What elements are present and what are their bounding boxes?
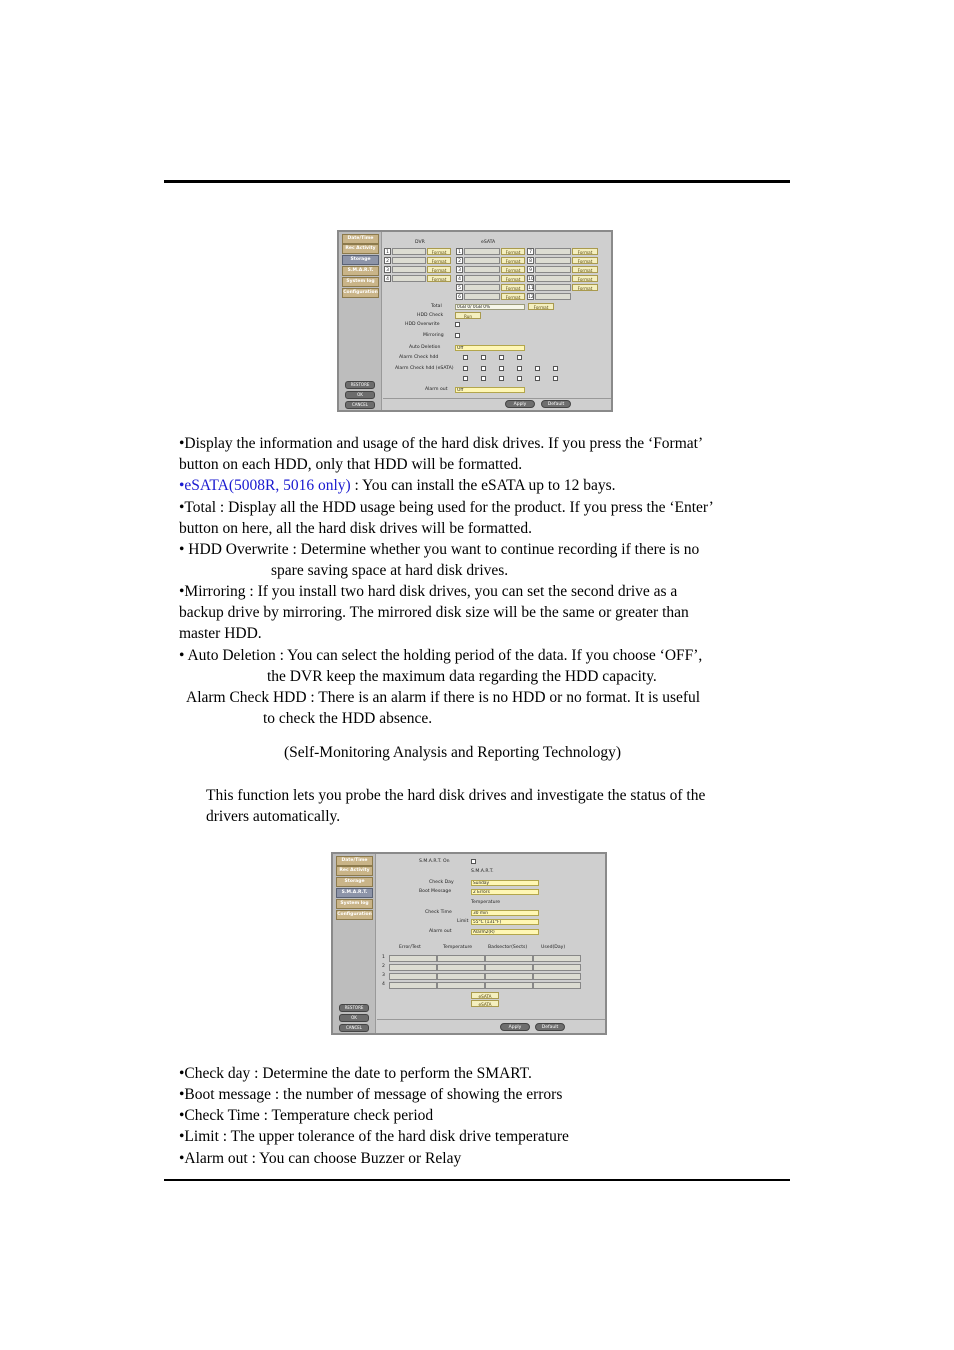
auto-deletion-label: Auto Deletion bbox=[409, 345, 441, 350]
esata-bay-info bbox=[535, 257, 571, 264]
esata-bay-info bbox=[535, 284, 571, 291]
paragraph-mirroring-end: master HDD. bbox=[179, 625, 262, 642]
dvr-format-button[interactable]: Format bbox=[427, 257, 451, 264]
mirroring-checkbox[interactable] bbox=[455, 333, 460, 338]
smart-cell bbox=[437, 955, 485, 962]
check-time-label: Check Time bbox=[425, 910, 452, 915]
paragraph-auto-deletion-cont: the DVR keep the maximum data regarding the HDD capacity. bbox=[267, 668, 657, 685]
temperature-heading: Temperature bbox=[471, 900, 501, 905]
check-time-select[interactable]: 30 min bbox=[471, 910, 539, 916]
dvr-hdd-number: 4 bbox=[384, 275, 391, 282]
smart-setup-screenshot bbox=[331, 852, 607, 1035]
nav-configuration[interactable]: Configuration bbox=[342, 288, 379, 298]
hdd-check-run-button[interactable]: Run bbox=[455, 312, 481, 319]
alarm-check-esata-checkbox[interactable] bbox=[499, 366, 504, 371]
esata-bay-number: 4 bbox=[456, 275, 463, 282]
hdd-check-label: HDD Check bbox=[417, 313, 444, 318]
default-button[interactable]: Default bbox=[535, 1023, 565, 1031]
alarm-out-select[interactable]: Off bbox=[455, 387, 525, 393]
esata-format-button[interactable]: Format bbox=[572, 248, 598, 255]
header-rule bbox=[164, 180, 790, 183]
alarm-check-esata-checkbox[interactable] bbox=[535, 366, 540, 371]
esata-bay-number: 8 bbox=[527, 257, 534, 264]
default-button[interactable]: Default bbox=[541, 400, 571, 408]
alarm-out-label: Alarm out bbox=[425, 387, 448, 392]
dvr-hdd-info bbox=[392, 248, 426, 255]
dvr-format-button[interactable]: Format bbox=[427, 266, 451, 273]
storage-setup-screenshot bbox=[337, 230, 613, 412]
alarm-check-esata-checkbox[interactable] bbox=[553, 376, 558, 381]
esata-bay-info bbox=[464, 257, 500, 264]
apply-button[interactable]: Apply bbox=[500, 1023, 530, 1031]
alarm-check-hdd-label: Alarm Check hdd bbox=[399, 355, 439, 360]
smart-cell bbox=[437, 973, 485, 980]
total-format-button[interactable]: Format bbox=[528, 303, 554, 310]
row-number: 4 bbox=[382, 982, 385, 987]
dvr-hdd-info bbox=[392, 275, 426, 282]
esata-format-button[interactable]: Format bbox=[572, 275, 598, 282]
mirroring-label: Mirroring bbox=[423, 333, 444, 338]
row-number: 3 bbox=[382, 973, 385, 978]
alarm-out-select[interactable]: Alarm2(R) bbox=[471, 929, 539, 935]
bullet-alarm-out: •Alarm out : You can choose Buzzer or Relay bbox=[179, 1150, 462, 1167]
boot-message-label: Boot Message bbox=[419, 889, 452, 894]
nav-configuration[interactable]: Configuration bbox=[336, 910, 373, 920]
alarm-check-esata-checkbox[interactable] bbox=[517, 366, 522, 371]
esata-format-button[interactable]: Format bbox=[572, 257, 598, 264]
esata-format-button[interactable]: Format bbox=[572, 284, 598, 291]
esata-bay-info bbox=[464, 275, 500, 282]
boot-message-select[interactable]: 2 Errors bbox=[471, 889, 539, 895]
nav-smart[interactable]: S.M.A.R.T. bbox=[342, 266, 379, 276]
smart-cell bbox=[389, 964, 437, 971]
row-number: 2 bbox=[382, 964, 385, 969]
esata-bay-info bbox=[464, 284, 500, 291]
nav-date-time[interactable]: Date/Time bbox=[342, 234, 379, 244]
smart-cell bbox=[389, 982, 437, 989]
smart-on-label: S.M.A.R.T. On bbox=[419, 859, 450, 864]
alarm-check-checkbox[interactable] bbox=[463, 355, 468, 360]
esata-bay-number: 10 bbox=[528, 277, 534, 282]
nav-rec-activity[interactable]: Rec Activity bbox=[336, 866, 373, 876]
smart-on-checkbox[interactable] bbox=[471, 859, 476, 864]
esata-bay-info bbox=[535, 293, 571, 300]
esata-bay-number: 5 bbox=[456, 284, 463, 291]
ok-button[interactable]: OK bbox=[345, 391, 375, 399]
esata-bay-number: 3 bbox=[456, 266, 463, 273]
limit-select[interactable]: 55°C (131°F) bbox=[471, 919, 539, 925]
alarm-check-esata-label: Alarm Check hdd (eSATA) bbox=[395, 366, 454, 371]
limit-label: Limit bbox=[457, 919, 469, 924]
divider bbox=[377, 1019, 605, 1020]
bullet-boot-message: •Boot message : the number of message of showing the errors bbox=[179, 1086, 563, 1103]
alarm-check-checkbox[interactable] bbox=[481, 355, 486, 360]
cancel-button[interactable]: CANCEL bbox=[339, 1024, 369, 1032]
smart-cell bbox=[437, 964, 485, 971]
esata-bay-number: 11 bbox=[528, 286, 534, 291]
total-value: 0GB 0/ 0GB 0% bbox=[455, 304, 525, 310]
esata-model-link: •eSATA(5008R, 5016 only) bbox=[179, 477, 351, 494]
dvr-column-header: DVR bbox=[415, 240, 425, 245]
dvr-format-button[interactable]: Format bbox=[427, 248, 451, 255]
esata-format-button[interactable]: Format bbox=[572, 266, 598, 273]
header-temperature: Temperature bbox=[443, 945, 473, 950]
esata-bay-info bbox=[535, 266, 571, 273]
dvr-hdd-info bbox=[392, 257, 426, 264]
paragraph-hdd-overwrite-cont: spare saving space at hard disk drives. bbox=[271, 562, 509, 579]
esata-description: : You can install the eSATA up to 12 bays. bbox=[350, 477, 616, 494]
bullet-check-day: •Check day : Determine the date to perform the SMART. bbox=[179, 1065, 532, 1082]
restore-button[interactable]: RESTORE bbox=[339, 1004, 369, 1012]
esata-bay-number: 6 bbox=[456, 293, 463, 300]
nav-storage[interactable]: Storage bbox=[336, 877, 373, 887]
smart-cell bbox=[485, 973, 533, 980]
alarm-check-esata-checkbox[interactable] bbox=[481, 366, 486, 371]
alarm-check-checkbox[interactable] bbox=[499, 355, 504, 360]
footer-rule bbox=[164, 1179, 790, 1181]
paragraph-esata bbox=[179, 475, 616, 496]
smart-heading: S.M.A.R.T. bbox=[471, 869, 494, 874]
check-day-select[interactable]: Sunday bbox=[471, 880, 539, 886]
esata-format-button[interactable]: Format bbox=[501, 275, 525, 282]
smart-cell bbox=[533, 964, 581, 971]
dvr-hdd-number: 1 bbox=[384, 248, 391, 255]
bullet-limit: •Limit : The upper tolerance of the hard disk drive temperature bbox=[179, 1128, 569, 1145]
header-used-day: Used(Day) bbox=[541, 945, 566, 950]
esata-bay-info bbox=[464, 293, 500, 300]
dvr-hdd-info bbox=[392, 266, 426, 273]
check-day-label: Check Day bbox=[429, 880, 454, 885]
smart-cell bbox=[485, 955, 533, 962]
nav-system-log[interactable]: System log bbox=[336, 899, 373, 909]
esata-bay-number: 2 bbox=[456, 257, 463, 264]
dvr-hdd-number: 3 bbox=[384, 266, 391, 273]
total-label: Total bbox=[431, 304, 442, 309]
smart-description-cont: drivers automatically. bbox=[206, 808, 341, 825]
esata-bay-number: 1 bbox=[456, 248, 463, 255]
nav-system-log[interactable]: System log bbox=[342, 277, 379, 287]
nav-date-time[interactable]: Date/Time bbox=[336, 856, 373, 866]
alarm-out-label: Alarm out bbox=[429, 929, 452, 934]
header-badsector: Badsector(Sects) bbox=[488, 945, 528, 950]
esata-button[interactable]: eSATA bbox=[471, 992, 499, 999]
ok-button[interactable]: OK bbox=[339, 1014, 369, 1022]
smart-cell bbox=[389, 973, 437, 980]
smart-cell bbox=[437, 982, 485, 989]
auto-deletion-select[interactable]: Off bbox=[455, 345, 525, 351]
header-error-test: Error/Test bbox=[399, 945, 421, 950]
alarm-check-checkbox[interactable] bbox=[517, 355, 522, 360]
paragraph-total-cont: button on here, all the hard disk drives will be formatted. bbox=[179, 520, 532, 537]
paragraph-alarm-check: Alarm Check HDD : There is an alarm if there is no HDD or no format. It is useful bbox=[186, 689, 701, 706]
paragraph-auto-deletion: • Auto Deletion : You can select the holding period of the data. If you choose ‘OFF’, bbox=[179, 647, 703, 664]
paragraph-mirroring-cont: backup drive by mirroring. The mirrored disk size will be the same or greater than bbox=[179, 604, 689, 621]
paragraph-display-info: •Display the information and usage of the hard disk drives. If you press the ‘Format’ bbox=[179, 435, 704, 452]
bullet-check-time: •Check Time : Temperature check period bbox=[179, 1107, 434, 1124]
row-number: 1 bbox=[382, 955, 385, 960]
storage-sidebar bbox=[339, 232, 382, 410]
paragraph-total: •Total : Display all the HDD usage being used for the product. If you press the ‘Enter’ bbox=[179, 499, 714, 516]
paragraph-mirroring: •Mirroring : If you install two hard disk drives, you can set the second drive as a bbox=[179, 583, 678, 600]
paragraph-alarm-check-cont: to check the HDD absence. bbox=[263, 710, 433, 727]
alarm-check-esata-checkbox[interactable] bbox=[535, 376, 540, 381]
alarm-check-esata-checkbox[interactable] bbox=[499, 376, 504, 381]
restore-button[interactable]: RESTORE bbox=[345, 381, 375, 389]
nav-storage[interactable]: Storage bbox=[342, 255, 379, 265]
nav-smart[interactable]: S.M.A.R.T. bbox=[336, 888, 373, 898]
esata-format-button[interactable]: Format bbox=[501, 248, 525, 255]
esata-bay-info bbox=[464, 248, 500, 255]
esata-bay-number: 9 bbox=[527, 266, 534, 273]
alarm-check-esata-checkbox[interactable] bbox=[463, 366, 468, 371]
hdd-overwrite-label: HDD Overwrite bbox=[405, 322, 440, 327]
esata-bay-info bbox=[535, 275, 571, 282]
alarm-check-esata-checkbox[interactable] bbox=[481, 376, 486, 381]
smart-sidebar bbox=[333, 854, 376, 1033]
paragraph-hdd-overwrite: • HDD Overwrite : Determine whether you want to continue recording if there is no bbox=[179, 541, 700, 558]
esata-bay-info bbox=[535, 248, 571, 255]
hdd-overwrite-checkbox[interactable] bbox=[455, 322, 460, 327]
nav-rec-activity[interactable]: Rec Activity bbox=[342, 244, 379, 254]
divider bbox=[383, 398, 611, 399]
esata-format-button[interactable]: Format bbox=[501, 266, 525, 273]
smart-section-title: (Self-Monitoring Analysis and Reporting Technology) bbox=[284, 744, 622, 761]
esata-bay-info bbox=[464, 266, 500, 273]
dvr-format-button[interactable]: Format bbox=[427, 275, 451, 282]
smart-description: This function lets you probe the hard disk drives and investigate the status of the bbox=[206, 787, 706, 804]
esata-format-button[interactable]: Format bbox=[501, 257, 525, 264]
smart-cell bbox=[533, 982, 581, 989]
dvr-hdd-number: 2 bbox=[384, 257, 391, 264]
esata-bay-number: 12 bbox=[528, 295, 534, 300]
esata-format-button[interactable]: Format bbox=[501, 284, 525, 291]
apply-button[interactable]: Apply bbox=[505, 400, 535, 408]
alarm-check-esata-checkbox[interactable] bbox=[463, 376, 468, 381]
esata-button[interactable]: eSATA bbox=[471, 1000, 499, 1007]
paragraph-display-info-cont: button on each HDD, only that HDD will be formatted. bbox=[179, 456, 523, 473]
alarm-check-esata-checkbox[interactable] bbox=[553, 366, 558, 371]
esata-bay-number: 7 bbox=[527, 248, 534, 255]
smart-cell bbox=[533, 955, 581, 962]
smart-cell bbox=[389, 955, 437, 962]
alarm-check-esata-checkbox[interactable] bbox=[517, 376, 522, 381]
esata-format-button[interactable]: Format bbox=[501, 293, 525, 300]
smart-cell bbox=[533, 973, 581, 980]
cancel-button[interactable]: CANCEL bbox=[345, 401, 375, 409]
esata-column-header: eSATA bbox=[481, 240, 496, 245]
smart-cell bbox=[485, 982, 533, 989]
smart-cell bbox=[485, 964, 533, 971]
